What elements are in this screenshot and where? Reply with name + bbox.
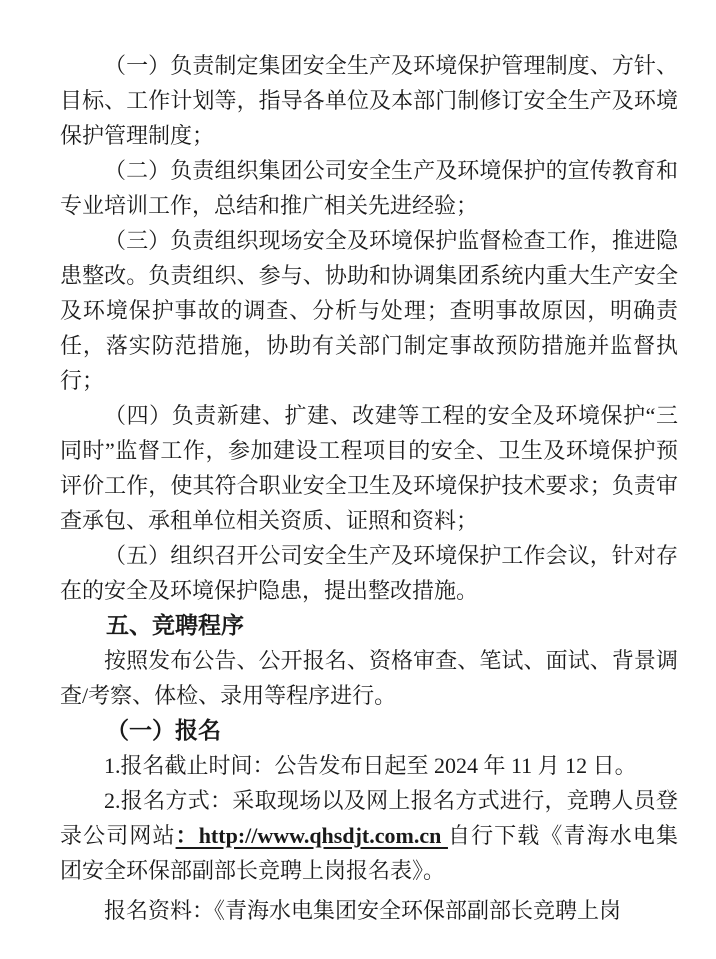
registration-deadline: 1.报名截止时间：公告发布日起至 2024 年 11 月 12 日。 xyxy=(104,753,637,778)
duty-clause-3: （三）负责组织现场安全及环境保护监督检查工作，推进隐患整改。负责组织、参与、协助和协调集团系统内重大生产安全及环境保护事故的调查、分析与处理；查明事故原因，明确责任，落实防范措施，协助有关部门制定事故预防措施并监督执行； xyxy=(60,228,678,393)
section-5-heading: 五、竞聘程序 xyxy=(106,612,244,638)
text-segment: 自行下载《青海水电集团安全环保部副部长竞聘上岗报名表》。 xyxy=(60,823,678,883)
duty-clause-5: （五）组织召开公司安全生产及环境保护工作会议，针对存在的安全及环境保护隐患，提出整改措施。 xyxy=(60,543,678,603)
subsection-registration-heading: （一）报名 xyxy=(106,717,221,743)
procedure-overview: 按照发布公告、公开报名、资格审查、笔试、面试、背景调查/考察、体检、录用等程序进行。 xyxy=(60,648,678,708)
registration-materials: 报名资料：《青海水电集团安全环保部副部长竞聘上岗 xyxy=(104,898,622,923)
document-body xyxy=(60,48,678,928)
duty-clause-1: （一）负责制定集团安全生产及环境保护管理制度、方针、目标、工作计划等，指导各单位及本部门制修订安全生产及环境保护管理制度； xyxy=(60,53,678,148)
text-segment: 2.报名方式：采取现场以及网上报名方式进行，竞聘人员登录公司网站 xyxy=(60,788,678,848)
duty-clause-2: （二）负责组织集团公司安全生产及环境保护的宣传教育和专业培训工作，总结和推广相关先进经验； xyxy=(60,158,678,218)
registration-method xyxy=(60,783,678,888)
duty-clause-4: （四）负责新建、扩建、改建等工程的安全及环境保护“三同时”监督工作，参加建设工程项目的安全、卫生及环境保护预评价工作，使其符合职业安全卫生及环境保护技术要求；负责审查承包、承租单位相关资质、证照和资料； xyxy=(60,403,678,533)
website-url-link[interactable]: ：http://www.qhsdjt.com.cn xyxy=(175,823,448,848)
